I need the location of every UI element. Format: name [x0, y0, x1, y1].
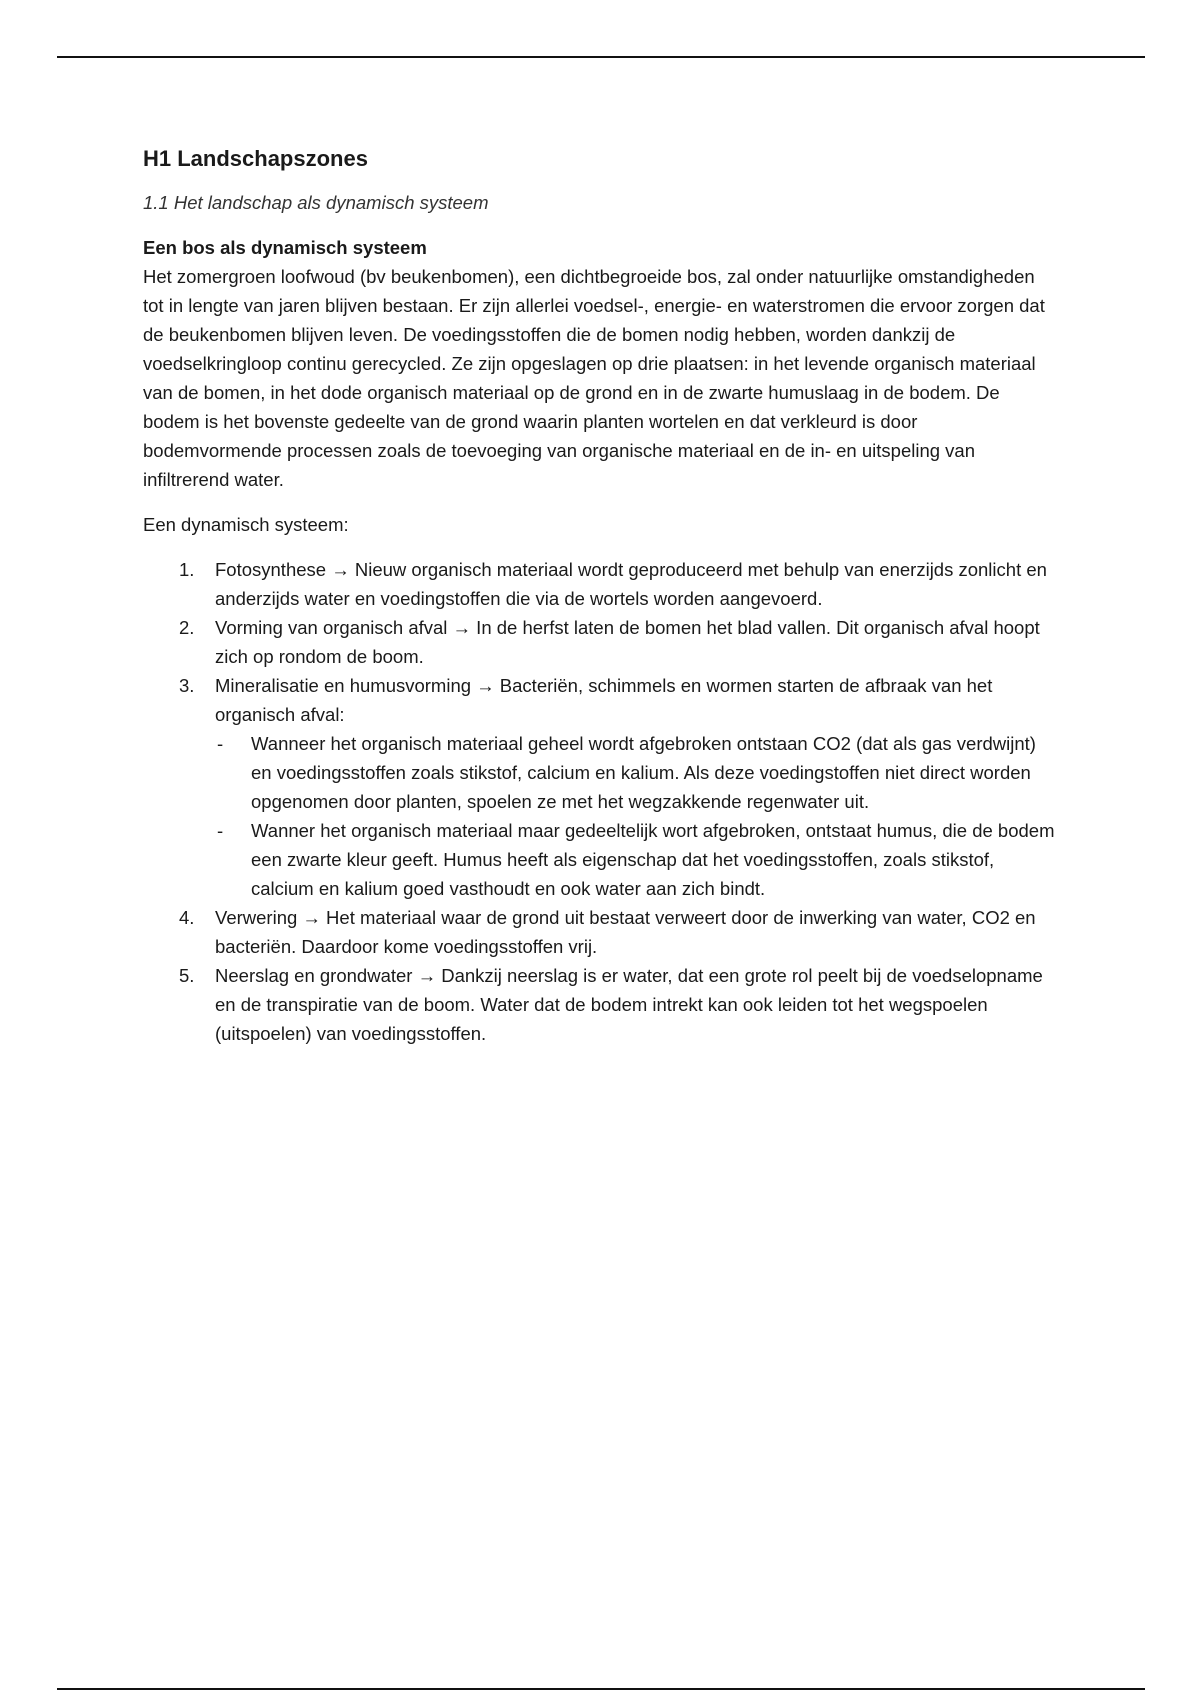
list-item — [143, 613, 1058, 671]
section-subheading: 1.1 Het landschap als dynamisch systeem — [143, 192, 489, 213]
numbered-list — [143, 555, 1058, 1048]
list-number: 1. — [179, 559, 195, 580]
list-item-text: Mineralisatie en humusvorming → Bacteriën, schimmels en wormen starten de afbraak van het organisch afval: — [215, 675, 993, 725]
page-title: H1 Landschapszones — [143, 146, 368, 171]
list-item — [143, 671, 1058, 903]
list-number: 3. — [179, 675, 195, 696]
bullet-list — [215, 729, 1058, 903]
list-item — [143, 903, 1058, 961]
section-title: Een bos als dynamisch systeem — [143, 237, 427, 258]
body-paragraph: Het zomergroen loofwoud (bv beukenbomen), een dichtbegroeide bos, zal onder natuurlijke omstandigheden tot in lengte van jaren blijven bestaan. Er zijn allerlei voedsel-, energie- en waterstromen die ervoor zorgen dat de beukenbomen blijven leven. De voedingsstoffen die de bomen nodig hebben, worden dankzij de voedselkringloop continu gerecycled. Ze zijn opgeslagen op drie plaatsen: in het levende organisch materiaal van de bomen, in het dode organisch materiaal op de grond en in de zwarte humuslaag in de bodem. De bodem is het bovenste gedeelte van de grond waarin planten wortelen en dat verkleurd is door bodemvormende processen zoals de toevoeging van organische materiaal en de in- en uitspeling van infiltrerend water. — [143, 266, 1045, 490]
bullet-marker: - — [217, 733, 224, 754]
list-number: 5. — [179, 965, 195, 986]
bullet-text: Wanneer het organisch materiaal geheel wordt afgebroken ontstaan CO2 (dat als gas verdwijnt) en voedingsstoffen zoals stikstof, calcium en kalium. Als deze voedingstoffen niet direct worden opgenomen door planten, spoelen ze met het wegzakkende regenwater uit. — [251, 733, 1036, 812]
bullet-marker: - — [217, 820, 224, 841]
header-rule — [57, 56, 1145, 58]
list-number: 4. — [179, 907, 195, 928]
bullet-item — [215, 729, 1058, 816]
document-body — [143, 144, 1058, 1048]
list-item-text: Verwering → Het materiaal waar de grond uit bestaat verweert door de inwerking van water, CO2 en bacteriën. Daardoor kome voedingsstoffen vrij. — [215, 907, 1036, 957]
bullet-item — [215, 816, 1058, 903]
list-item-text: Vorming van organisch afval → In de herfst laten de bomen het blad vallen. Dit organisch afval hoopt zich op rondom de boom. — [215, 617, 1040, 667]
bullet-text: Wanner het organisch materiaal maar gedeeltelijk wort afgebroken, ontstaat humus, die de bodem een zwarte kleur geeft. Humus heeft als eigenschap dat het voedingsstoffen, zoals stikstof, calcium en kalium goed vasthoudt en ook water aan zich bindt. — [251, 820, 1055, 899]
list-item-text: Neerslag en grondwater → Dankzij neerslag is er water, dat een grote rol peelt bij de voedselopname en de transpiratie van de boom. Water dat de bodem intrekt kan ook leiden tot het wegspoelen (uitspoelen) van voedingsstoffen. — [215, 965, 1043, 1044]
list-item-text: Fotosynthese → Nieuw organisch materiaal wordt geproduceerd met behulp van enerzijds zonlicht en anderzijds water en voedingstoffen die via de wortels worden aangevoerd. — [215, 559, 1047, 609]
list-number: 2. — [179, 617, 195, 638]
list-item — [143, 555, 1058, 613]
list-item — [143, 961, 1058, 1048]
list-intro: Een dynamisch systeem: — [143, 514, 349, 535]
footer-rule — [57, 1688, 1145, 1690]
